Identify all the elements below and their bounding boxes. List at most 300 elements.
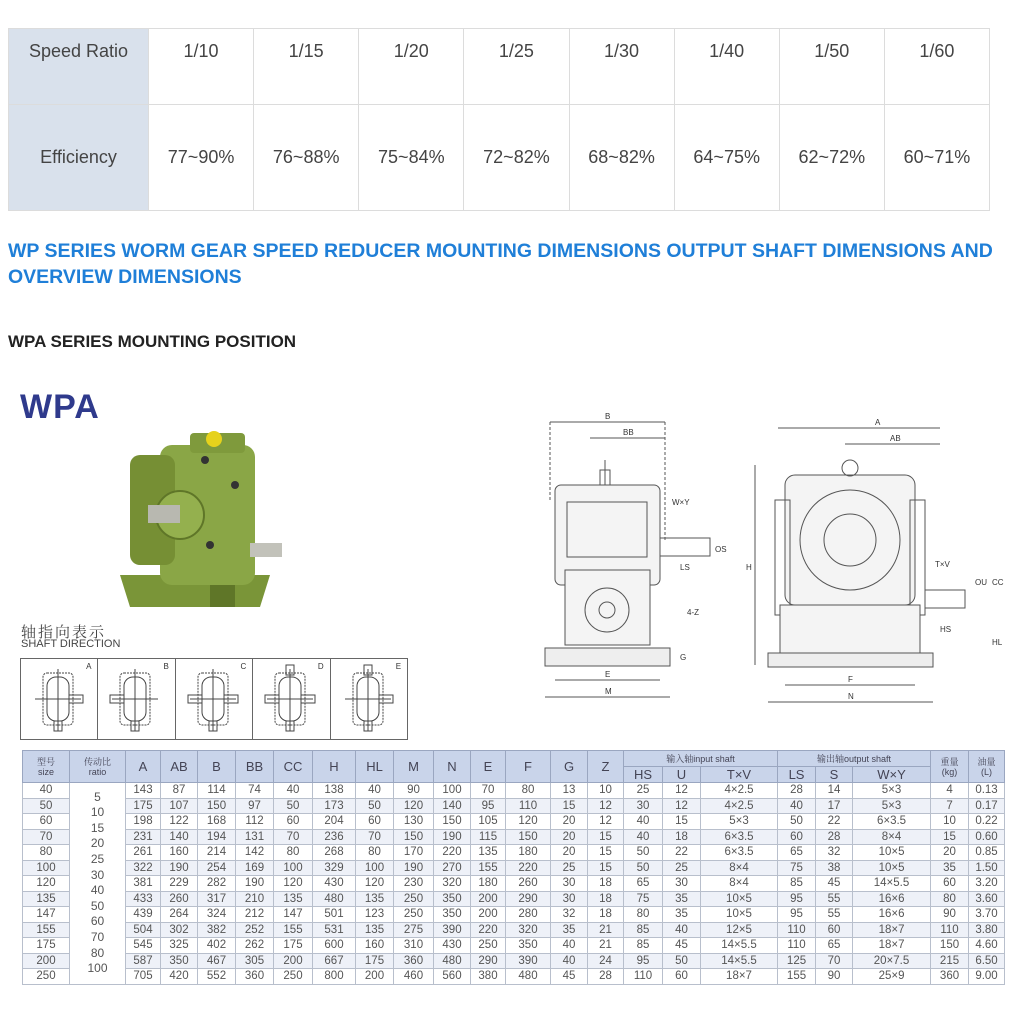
value-cell: 35 [663, 891, 701, 907]
value-cell: 7 [931, 798, 969, 814]
value-cell: 60 [356, 814, 394, 830]
value-cell: 60 [274, 814, 313, 830]
size-header-cn: 型号 [36, 756, 55, 767]
value-cell: 194 [198, 829, 236, 845]
value-cell: 55 [816, 891, 853, 907]
value-cell: 10×5 [701, 891, 778, 907]
ratio-value: 10 [90, 805, 105, 820]
value-cell: 252 [236, 922, 274, 938]
value-cell: 390 [434, 922, 471, 938]
value-cell: 180 [471, 876, 506, 892]
value-cell: 40 [663, 922, 701, 938]
value-cell: 14×5.5 [853, 876, 931, 892]
value-cell: 10×5 [853, 845, 931, 861]
value-cell: 150 [394, 829, 434, 845]
table-row [23, 907, 1005, 923]
value-cell: 50 [624, 860, 663, 876]
efficiency-table [8, 28, 990, 211]
value-cell: 4×2.5 [701, 798, 778, 814]
gearbox-outline-icon [21, 659, 98, 739]
size-cell: 80 [23, 845, 70, 861]
value-cell: 6.50 [969, 953, 1005, 969]
value-cell: 60 [931, 876, 969, 892]
table-row [23, 860, 1005, 876]
value-cell: 260 [506, 876, 551, 892]
value-cell: 480 [506, 969, 551, 985]
size-cell: 155 [23, 922, 70, 938]
oil-header-unit: (L) [981, 766, 993, 777]
value-cell: 402 [198, 938, 236, 954]
dim-label-ls: LS [680, 563, 690, 572]
value-cell: 35 [931, 860, 969, 876]
speed-ratio-cell: 1/25 [464, 29, 569, 105]
input-col-header: HS [624, 767, 663, 783]
value-cell: 97 [236, 798, 274, 814]
section-heading: WP SERIES WORM GEAR SPEED REDUCER MOUNTING DIMENSIONS OUTPUT SHAFT DIMENSIONS AND OVERVIEW DIMENSIONS [8, 240, 993, 288]
dim-label-cc: CC [992, 578, 1004, 587]
value-cell: 65 [624, 876, 663, 892]
value-cell: 430 [434, 938, 471, 954]
value-cell: 24 [588, 953, 624, 969]
value-cell: 30 [551, 876, 588, 892]
value-cell: 320 [506, 922, 551, 938]
column-header-b: B [198, 751, 236, 783]
value-cell: 390 [506, 953, 551, 969]
value-cell: 280 [506, 907, 551, 923]
column-header-a: A [126, 751, 161, 783]
ratio-value: 30 [90, 867, 105, 882]
table-row [23, 953, 1005, 969]
value-cell: 10×5 [701, 907, 778, 923]
ratio-list-cell [70, 783, 126, 985]
efficiency-row [9, 105, 990, 211]
value-cell: 20×7.5 [853, 953, 931, 969]
value-cell: 40 [778, 798, 816, 814]
input-col-header: U [663, 767, 701, 783]
value-cell: 112 [236, 814, 274, 830]
gearbox-outline-icon [176, 659, 253, 739]
value-cell: 270 [434, 860, 471, 876]
value-cell: 95 [624, 953, 663, 969]
dim-label-a: A [875, 418, 881, 427]
efficiency-label: Efficiency [9, 105, 149, 211]
input-col-header: T×V [701, 767, 778, 783]
position-letter: D [317, 662, 324, 671]
value-cell: 15 [931, 829, 969, 845]
speed-ratio-cell: 1/50 [779, 29, 884, 105]
value-cell: 38 [816, 860, 853, 876]
model-title: WPA [20, 388, 100, 426]
value-cell: 220 [506, 860, 551, 876]
ratio-value: 5 [94, 789, 101, 804]
value-cell: 350 [434, 907, 471, 923]
value-cell: 95 [778, 907, 816, 923]
column-header-bb: BB [236, 751, 274, 783]
value-cell: 100 [274, 860, 313, 876]
dimensions-table [22, 750, 1005, 985]
ratio-value: 15 [90, 820, 105, 835]
value-cell: 80 [356, 845, 394, 861]
value-cell: 14 [816, 783, 853, 799]
dim-label-txv: T×V [935, 560, 950, 569]
efficiency-cell: 60~71% [884, 105, 989, 211]
value-cell: 60 [778, 829, 816, 845]
value-cell: 175 [126, 798, 161, 814]
value-cell: 173 [313, 798, 356, 814]
dim-label-bb: BB [623, 428, 634, 437]
efficiency-cell: 77~90% [149, 105, 254, 211]
value-cell: 85 [624, 938, 663, 954]
value-cell: 382 [198, 922, 236, 938]
shaft-direction-e [331, 659, 407, 739]
value-cell: 100 [434, 783, 471, 799]
ratio-header-en: ratio [88, 766, 107, 777]
value-cell: 3.80 [969, 922, 1005, 938]
dim-label-ab: AB [890, 434, 901, 443]
value-cell: 200 [356, 969, 394, 985]
output-col-header: S [816, 767, 853, 783]
dim-label-wxy: W×Y [672, 498, 690, 507]
value-cell: 28 [778, 783, 816, 799]
value-cell: 40 [624, 814, 663, 830]
value-cell: 45 [816, 876, 853, 892]
size-cell: 135 [23, 891, 70, 907]
dim-label-ou: OU [975, 578, 987, 587]
value-cell: 60 [663, 969, 701, 985]
value-cell: 110 [624, 969, 663, 985]
value-cell: 0.17 [969, 798, 1005, 814]
value-cell: 150 [506, 829, 551, 845]
shaft-direction-title-en: SHAFT DIRECTION [21, 638, 121, 650]
value-cell: 360 [931, 969, 969, 985]
value-cell: 105 [471, 814, 506, 830]
value-cell: 180 [506, 845, 551, 861]
value-cell: 22 [663, 845, 701, 861]
value-cell: 90 [394, 783, 434, 799]
front-view-drawing [740, 410, 1010, 715]
value-cell: 8×4 [701, 860, 778, 876]
value-cell: 480 [434, 953, 471, 969]
value-cell: 40 [624, 829, 663, 845]
gearbox-product-photo [110, 425, 290, 615]
value-cell: 229 [161, 876, 198, 892]
value-cell: 3.20 [969, 876, 1005, 892]
value-cell: 15 [588, 829, 624, 845]
value-cell: 20 [931, 845, 969, 861]
dim-label-hl: HL [992, 638, 1003, 647]
value-cell: 18 [588, 907, 624, 923]
value-cell: 50 [778, 814, 816, 830]
value-cell: 150 [198, 798, 236, 814]
size-cell: 120 [23, 876, 70, 892]
value-cell: 90 [931, 907, 969, 923]
value-cell: 250 [394, 891, 434, 907]
speed-ratio-cell: 1/10 [149, 29, 254, 105]
table-row [23, 969, 1005, 985]
value-cell: 310 [394, 938, 434, 954]
value-cell: 95 [471, 798, 506, 814]
size-cell: 40 [23, 783, 70, 799]
efficiency-cell: 68~82% [569, 105, 674, 211]
value-cell: 22 [816, 814, 853, 830]
value-cell: 290 [471, 953, 506, 969]
value-cell: 50 [663, 953, 701, 969]
table-row [23, 783, 1005, 799]
value-cell: 190 [236, 876, 274, 892]
value-cell: 200 [471, 891, 506, 907]
value-cell: 501 [313, 907, 356, 923]
value-cell: 65 [778, 845, 816, 861]
value-cell: 160 [356, 938, 394, 954]
value-cell: 214 [198, 845, 236, 861]
value-cell: 324 [198, 907, 236, 923]
value-cell: 230 [394, 876, 434, 892]
value-cell: 90 [816, 969, 853, 985]
value-cell: 210 [236, 891, 274, 907]
value-cell: 9.00 [969, 969, 1005, 985]
value-cell: 110 [778, 938, 816, 954]
value-cell: 20 [551, 814, 588, 830]
value-cell: 8×4 [853, 829, 931, 845]
ratio-value: 100 [87, 961, 108, 976]
value-cell: 531 [313, 922, 356, 938]
value-cell: 110 [506, 798, 551, 814]
value-cell: 135 [356, 891, 394, 907]
value-cell: 4×2.5 [701, 783, 778, 799]
value-cell: 143 [126, 783, 161, 799]
position-letter: E [395, 662, 402, 671]
value-cell: 1.50 [969, 860, 1005, 876]
shaft-direction-title-cn: 轴指向表示 [21, 624, 107, 641]
value-cell: 114 [198, 783, 236, 799]
value-cell: 138 [313, 783, 356, 799]
value-cell: 14×5.5 [701, 953, 778, 969]
value-cell: 4 [931, 783, 969, 799]
value-cell: 50 [624, 845, 663, 861]
position-letter: B [163, 662, 169, 671]
value-cell: 4.60 [969, 938, 1005, 954]
speed-ratio-cell: 1/40 [674, 29, 779, 105]
shaft-direction-d [253, 659, 330, 739]
value-cell: 12 [588, 798, 624, 814]
value-cell: 220 [434, 845, 471, 861]
value-cell: 13 [551, 783, 588, 799]
value-cell: 16×6 [853, 891, 931, 907]
speed-ratio-cell: 1/60 [884, 29, 989, 105]
size-cell: 147 [23, 907, 70, 923]
efficiency-cell: 64~75% [674, 105, 779, 211]
value-cell: 5×3 [853, 798, 931, 814]
oil-header [969, 751, 1005, 783]
value-cell: 264 [161, 907, 198, 923]
value-cell: 329 [313, 860, 356, 876]
value-cell: 190 [434, 829, 471, 845]
value-cell: 190 [161, 860, 198, 876]
value-cell: 800 [313, 969, 356, 985]
shaft-direction-diagram [20, 658, 408, 740]
dim-label-m: M [605, 687, 612, 696]
value-cell: 200 [471, 907, 506, 923]
value-cell: 25×9 [853, 969, 931, 985]
value-cell: 155 [778, 969, 816, 985]
output-col-header: LS [778, 767, 816, 783]
value-cell: 552 [198, 969, 236, 985]
efficiency-cell: 75~84% [359, 105, 464, 211]
value-cell: 45 [551, 969, 588, 985]
value-cell: 175 [356, 953, 394, 969]
value-cell: 85 [778, 876, 816, 892]
column-header-e: E [471, 751, 506, 783]
value-cell: 705 [126, 969, 161, 985]
column-header-f: F [506, 751, 551, 783]
value-cell: 135 [356, 922, 394, 938]
value-cell: 169 [236, 860, 274, 876]
value-cell: 430 [313, 876, 356, 892]
size-cell: 60 [23, 814, 70, 830]
value-cell: 35 [663, 907, 701, 923]
value-cell: 135 [471, 845, 506, 861]
value-cell: 6×3.5 [701, 845, 778, 861]
gearbox-outline-icon [331, 659, 408, 739]
value-cell: 381 [126, 876, 161, 892]
value-cell: 120 [506, 814, 551, 830]
value-cell: 600 [313, 938, 356, 954]
value-cell: 60 [816, 922, 853, 938]
value-cell: 200 [274, 953, 313, 969]
value-cell: 120 [356, 876, 394, 892]
dim-label-b: B [605, 412, 611, 421]
value-cell: 120 [394, 798, 434, 814]
column-header-m: M [394, 751, 434, 783]
dim-label-h: H [746, 563, 752, 572]
gearbox-outline-icon [253, 659, 330, 739]
value-cell: 170 [394, 845, 434, 861]
value-cell: 18 [588, 891, 624, 907]
table-row [23, 938, 1005, 954]
ratio-value: 80 [90, 945, 105, 960]
value-cell: 325 [161, 938, 198, 954]
value-cell: 75 [778, 860, 816, 876]
value-cell: 100 [356, 860, 394, 876]
value-cell: 260 [161, 891, 198, 907]
value-cell: 254 [198, 860, 236, 876]
value-cell: 140 [161, 829, 198, 845]
value-cell: 40 [551, 938, 588, 954]
value-cell: 215 [931, 953, 969, 969]
shaft-direction-c [176, 659, 253, 739]
efficiency-cell: 76~88% [254, 105, 359, 211]
value-cell: 480 [313, 891, 356, 907]
ratio-value: 40 [90, 883, 105, 898]
value-cell: 17 [816, 798, 853, 814]
value-cell: 74 [236, 783, 274, 799]
efficiency-cell: 62~72% [779, 105, 884, 211]
value-cell: 250 [394, 907, 434, 923]
value-cell: 70 [471, 783, 506, 799]
output-col-header: W×Y [853, 767, 931, 783]
value-cell: 3.70 [969, 907, 1005, 923]
shaft-direction-a [21, 659, 98, 739]
table-row [23, 829, 1005, 845]
value-cell: 15 [663, 814, 701, 830]
value-cell: 70 [274, 829, 313, 845]
value-cell: 25 [663, 860, 701, 876]
value-cell: 55 [816, 907, 853, 923]
value-cell: 18 [663, 829, 701, 845]
size-cell: 200 [23, 953, 70, 969]
value-cell: 350 [506, 938, 551, 954]
value-cell: 80 [274, 845, 313, 861]
value-cell: 155 [471, 860, 506, 876]
oil-header-cn: 油量 [977, 756, 996, 767]
value-cell: 5×3 [853, 783, 931, 799]
value-cell: 10×5 [853, 860, 931, 876]
value-cell: 220 [471, 922, 506, 938]
value-cell: 0.22 [969, 814, 1005, 830]
value-cell: 75 [624, 891, 663, 907]
dim-label-hs: HS [940, 625, 952, 634]
value-cell: 40 [274, 783, 313, 799]
value-cell: 18 [588, 876, 624, 892]
value-cell: 8×4 [701, 876, 778, 892]
column-header-n: N [434, 751, 471, 783]
position-letter: C [240, 662, 247, 671]
value-cell: 155 [274, 922, 313, 938]
value-cell: 261 [126, 845, 161, 861]
value-cell: 433 [126, 891, 161, 907]
value-cell: 667 [313, 953, 356, 969]
value-cell: 380 [471, 969, 506, 985]
ratio-header [70, 751, 126, 783]
value-cell: 545 [126, 938, 161, 954]
value-cell: 302 [161, 922, 198, 938]
value-cell: 460 [394, 969, 434, 985]
value-cell: 150 [434, 814, 471, 830]
value-cell: 80 [506, 783, 551, 799]
mounting-position-heading: WPA SERIES MOUNTING POSITION [8, 332, 297, 351]
value-cell: 0.13 [969, 783, 1005, 799]
size-cell: 250 [23, 969, 70, 985]
oil-plug-icon [206, 431, 222, 447]
speed-ratio-cell: 1/15 [254, 29, 359, 105]
value-cell: 290 [506, 891, 551, 907]
value-cell: 160 [161, 845, 198, 861]
value-cell: 360 [236, 969, 274, 985]
input-shaft-header: 输入轴input shaft [624, 751, 778, 767]
ratio-value: 25 [90, 852, 105, 867]
dim-label-e: E [605, 670, 611, 679]
value-cell: 350 [161, 953, 198, 969]
value-cell: 16×6 [853, 907, 931, 923]
value-cell: 28 [816, 829, 853, 845]
value-cell: 30 [663, 876, 701, 892]
value-cell: 12 [663, 798, 701, 814]
value-cell: 18×7 [853, 922, 931, 938]
value-cell: 18×7 [701, 969, 778, 985]
value-cell: 5×3 [701, 814, 778, 830]
value-cell: 250 [471, 938, 506, 954]
value-cell: 190 [394, 860, 434, 876]
value-cell: 30 [551, 891, 588, 907]
table-row [23, 876, 1005, 892]
dim-label-n: N [848, 692, 854, 701]
value-cell: 70 [816, 953, 853, 969]
value-cell: 10 [931, 814, 969, 830]
dim-label-g: G [680, 653, 687, 662]
output-shaft-header: 输出轴output shaft [778, 751, 931, 767]
value-cell: 122 [161, 814, 198, 830]
value-cell: 115 [471, 829, 506, 845]
